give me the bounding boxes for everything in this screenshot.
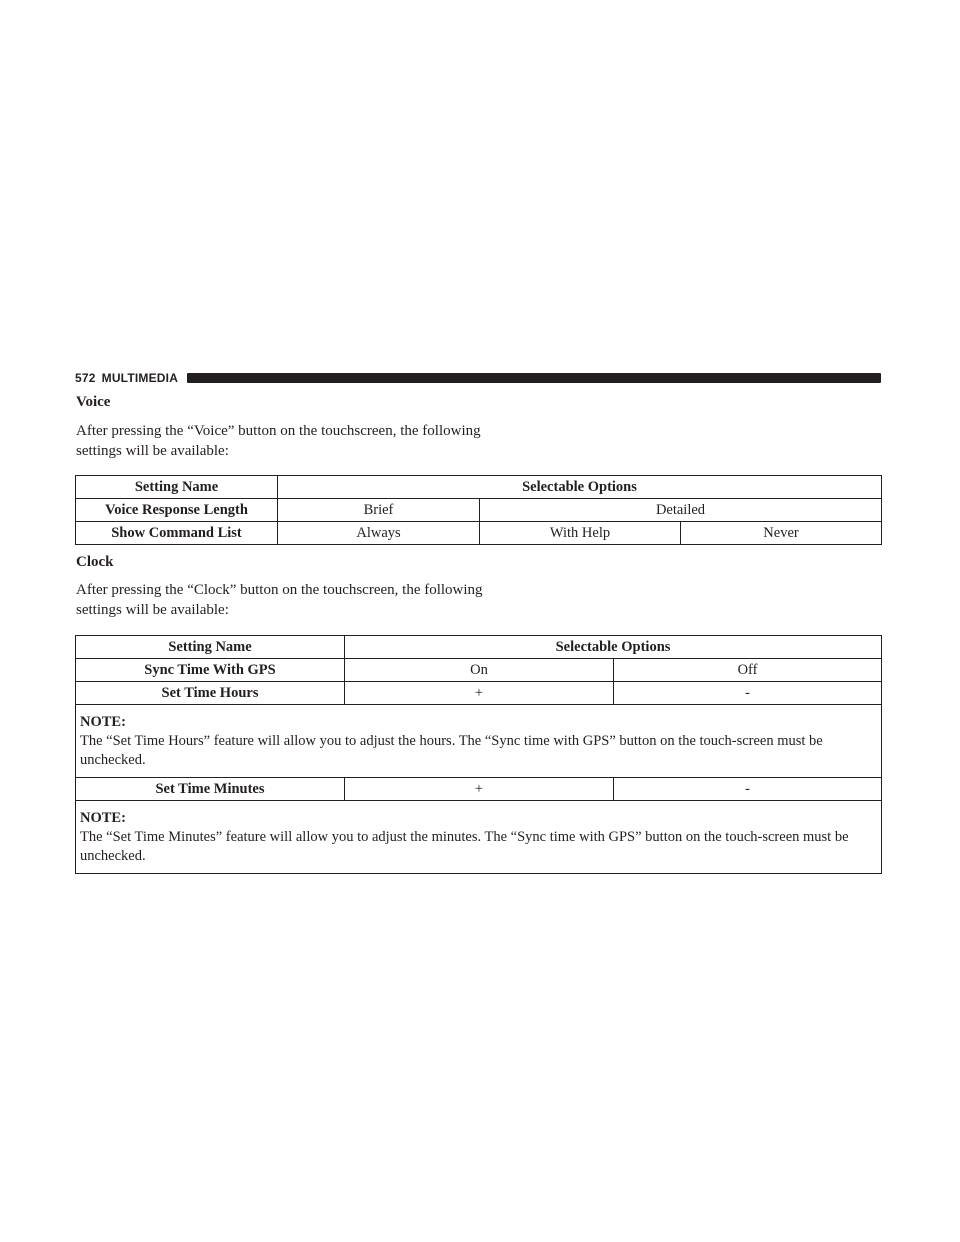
table-header-row [76, 636, 882, 659]
note-text: The “Set Time Hours” feature will allow you to adjust the hours. The “Sync time with GPS” button on the touch-screen must be unchecked. [80, 733, 823, 768]
option-never: Never [681, 522, 882, 545]
note-cell [76, 801, 882, 874]
column-header-selectable-options: Selectable Options [278, 476, 882, 499]
setting-name: Sync Time With GPS [76, 659, 345, 682]
setting-name: Set Time Minutes [76, 778, 345, 801]
clock-intro: After pressing the “Clock” button on the touchscreen, the following settings will be available: [76, 582, 483, 618]
note-label: NOTE: [80, 714, 126, 730]
option-brief: Brief [278, 499, 480, 522]
voice-intro: After pressing the “Voice” button on the touchscreen, the following settings will be available: [76, 423, 481, 459]
option-plus: + [345, 778, 614, 801]
note-label: NOTE: [80, 810, 126, 826]
clock-settings-table [75, 635, 882, 874]
setting-name: Set Time Hours [76, 682, 345, 705]
option-detailed: Detailed [480, 499, 882, 522]
column-header-setting-name: Setting Name [76, 636, 345, 659]
setting-name: Show Command List [76, 522, 278, 545]
clock-heading: Clock [76, 554, 114, 570]
table-row [76, 659, 882, 682]
page-header [75, 370, 881, 386]
table-row [76, 682, 882, 705]
option-always: Always [278, 522, 480, 545]
voice-settings-table [75, 475, 882, 545]
option-on: On [345, 659, 614, 682]
option-minus: - [614, 778, 882, 801]
note-cell [76, 705, 882, 778]
table-row [76, 499, 882, 522]
option-off: Off [614, 659, 882, 682]
voice-heading: Voice [76, 394, 111, 410]
option-with-help: With Help [480, 522, 681, 545]
header-rule [187, 373, 881, 383]
note-row [76, 705, 882, 778]
column-header-selectable-options: Selectable Options [345, 636, 882, 659]
setting-name: Voice Response Length [76, 499, 278, 522]
table-row [76, 522, 882, 545]
page-number: 572 [75, 371, 96, 385]
section-title: MULTIMEDIA [101, 371, 179, 385]
option-minus: - [614, 682, 882, 705]
note-row [76, 801, 882, 874]
table-row [76, 778, 882, 801]
table-header-row [76, 476, 882, 499]
column-header-setting-name: Setting Name [76, 476, 278, 499]
option-plus: + [345, 682, 614, 705]
note-text: The “Set Time Minutes” feature will allow you to adjust the minutes. The “Sync time with GPS” button on the touch-screen must be unchecked. [80, 829, 849, 864]
